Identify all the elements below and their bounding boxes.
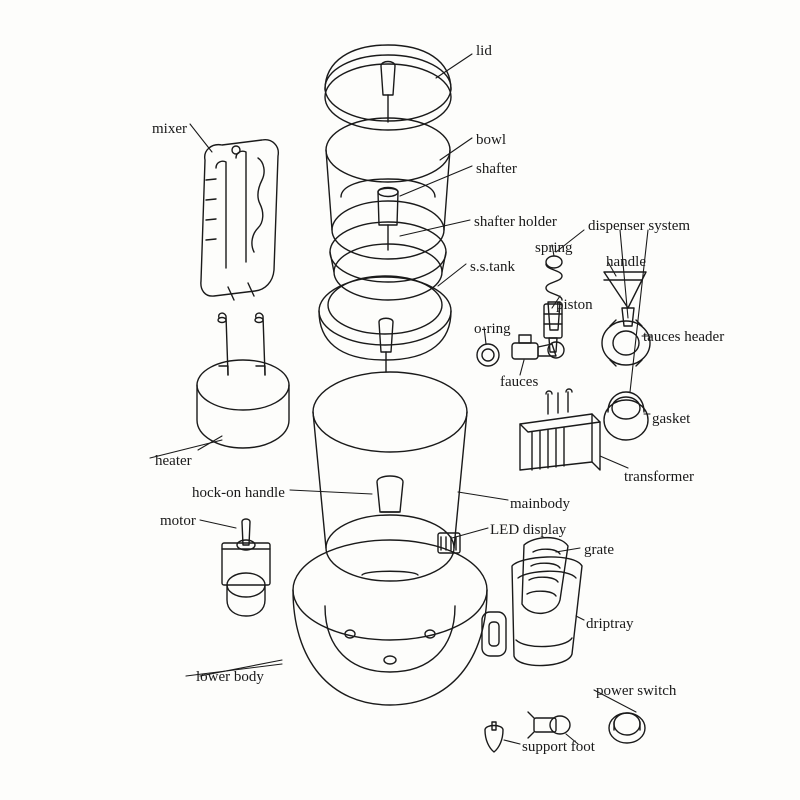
label-transformer: transformer	[624, 469, 694, 485]
part-lower-body	[293, 540, 506, 705]
label-grate: grate	[584, 542, 614, 558]
part-motor	[222, 519, 270, 616]
label-ss-tank: s.s.tank	[470, 259, 515, 275]
part-lid	[325, 45, 451, 130]
part-shafter	[378, 188, 398, 251]
label-led-display: LED display	[490, 522, 567, 538]
label-shafter-holder: shafter holder	[474, 214, 557, 230]
part-heater	[197, 313, 289, 448]
label-hock-on-handle: hock-on handle	[192, 485, 285, 501]
label-tauces-header: tauces header	[643, 329, 725, 345]
part-mixer	[201, 140, 278, 300]
label-dispenser-system: dispenser system	[588, 218, 691, 234]
part-grate	[522, 538, 568, 614]
label-o-ring: o-ring	[474, 321, 511, 337]
part-gasket	[604, 392, 648, 440]
label-piston: piston	[556, 297, 593, 313]
label-handle: handle	[606, 254, 646, 270]
part-transformer	[520, 389, 600, 470]
leader-lines	[150, 54, 652, 744]
label-lower-body: lower body	[196, 669, 264, 685]
label-shafter: shafter	[476, 161, 517, 177]
label-spring: spring	[535, 240, 573, 256]
label-power-switch: power switch	[596, 683, 677, 699]
label-driptray: driptray	[586, 616, 634, 632]
label-support-foot: support foot	[522, 739, 595, 755]
part-power-switch	[609, 713, 645, 743]
label-bowl: bowl	[476, 132, 506, 148]
label-fauces: fauces	[500, 374, 539, 390]
label-lid: lid	[476, 43, 492, 59]
label-mainbody: mainbody	[510, 496, 570, 512]
label-heater: heater	[155, 453, 192, 469]
part-ss-tank	[319, 276, 451, 372]
part-mainbody	[313, 372, 467, 581]
part-o-ring	[477, 344, 499, 366]
part-spring	[546, 256, 562, 330]
label-mixer: mixer	[152, 121, 187, 137]
label-motor: motor	[160, 513, 196, 529]
label-gasket: gasket	[652, 411, 691, 427]
